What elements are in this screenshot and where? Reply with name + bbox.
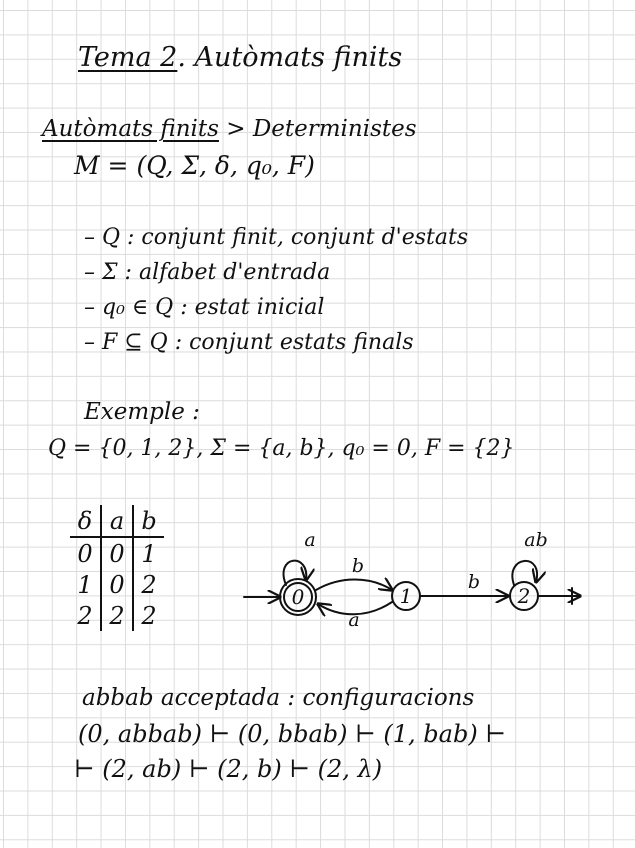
configurations-label: abbab acceptada : configuracions <box>82 685 475 711</box>
table-cell: 2 <box>101 600 133 631</box>
table-cell: 1 <box>70 569 101 600</box>
table-row <box>70 569 164 600</box>
table-cell: 2 <box>70 600 101 631</box>
example-sets: Q = {0, 1, 2}, Σ = {a, b}, q₀ = 0, F = {2} <box>48 436 515 461</box>
transition-table-header <box>70 505 164 537</box>
title-topic: Tema 2 <box>78 42 178 73</box>
configuration-line: ⊢ (2, ab) ⊢ (2, b) ⊢ (2, λ) <box>74 755 383 783</box>
table-cell: 0 <box>101 537 133 569</box>
edge-0-to-1 <box>316 580 392 591</box>
definition-initial-state: – q₀ ∈ Q : estat inicial <box>84 295 325 320</box>
definition-final-states: – F ⊆ Q : conjunt estats finals <box>84 330 414 355</box>
state-label: 2 <box>517 584 531 608</box>
edge-label: b <box>467 571 481 593</box>
state-0-loop <box>284 561 307 585</box>
state-label: 1 <box>399 584 413 608</box>
table-header-cell: b <box>133 505 164 537</box>
edge-label: a <box>348 609 360 630</box>
section-heading-sub: > Deterministes <box>218 116 417 142</box>
section-heading <box>42 118 417 141</box>
loop-label: ab <box>524 530 548 551</box>
table-row <box>70 537 164 569</box>
state-label: 0 <box>291 585 305 609</box>
loop-label: a <box>304 530 316 551</box>
table-header-cell: a <box>101 505 133 537</box>
table-cell: 1 <box>141 539 157 568</box>
table-cell: 0 <box>101 569 133 600</box>
automaton-diagram <box>240 530 600 630</box>
table-cell: 0 <box>70 537 101 569</box>
table-cell: 2 <box>141 601 157 630</box>
table-header-cell: δ <box>70 505 101 537</box>
definition-states: – Q : conjunt finit, conjunt d'estats <box>84 225 469 250</box>
automaton-tuple: M = (Q, Σ, δ, q₀, F) <box>74 151 315 180</box>
definition-alphabet: – Σ : alfabet d'entrada <box>84 260 331 285</box>
configuration-line: (0, abbab) ⊢ (0, bbab) ⊢ (1, bab) ⊢ <box>78 720 506 748</box>
table-row <box>70 600 164 631</box>
edge-label: b <box>351 555 365 577</box>
example-label: Exemple : <box>84 399 200 425</box>
transition-table <box>70 505 164 631</box>
section-heading-main: Autòmats finits <box>42 116 219 142</box>
page-title <box>78 44 402 71</box>
table-cell: 2 <box>141 570 157 599</box>
title-rest: . Autòmats finits <box>177 42 403 73</box>
